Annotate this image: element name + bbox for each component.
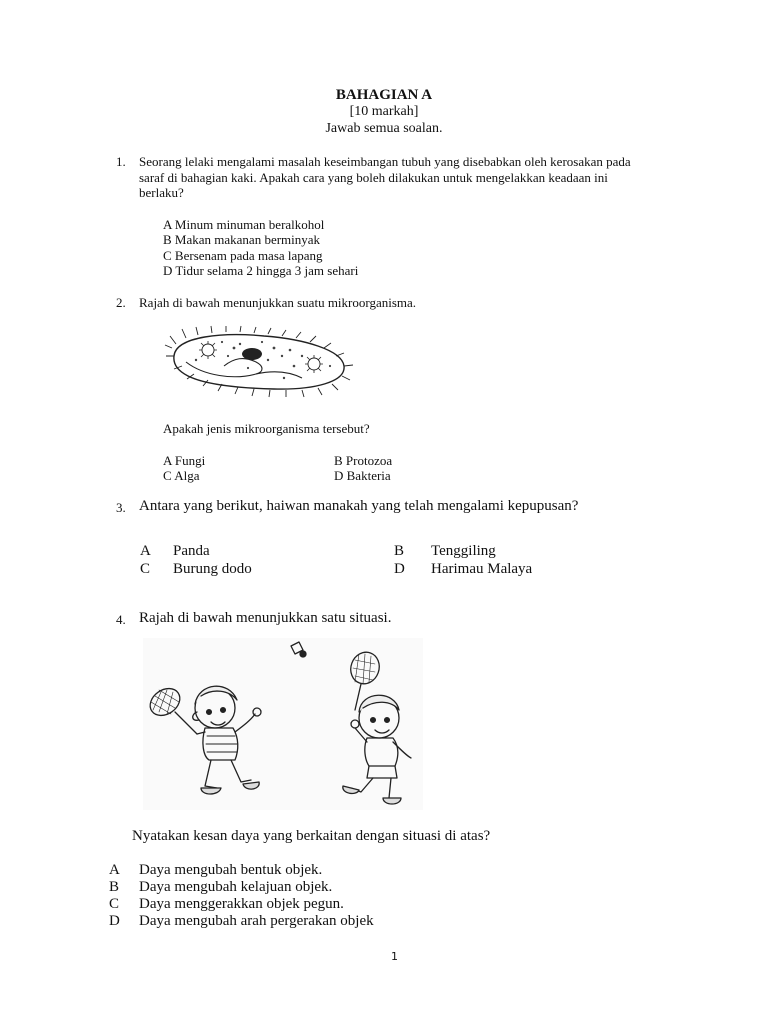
- option-a-letter: A: [109, 862, 120, 878]
- option-c: C Bersenam pada masa lapang: [163, 248, 323, 263]
- option-c-text: Daya menggerakkan objek pegun.: [139, 896, 344, 912]
- option-b-text: Tenggiling: [431, 543, 496, 559]
- option-a: A Minum minuman beralkohol: [163, 217, 325, 232]
- question-text-line: berlaku?: [139, 185, 184, 200]
- question-prompt: Apakah jenis mikroorganisma tersebut?: [163, 421, 370, 436]
- option-a-letter: A: [140, 543, 151, 559]
- option-c: C Alga: [163, 468, 200, 483]
- option-a-text: Daya mengubah bentuk objek.: [139, 862, 323, 878]
- option-d: D Tidur selama 2 hingga 3 jam sehari: [163, 263, 359, 278]
- option-a-text: Panda: [173, 543, 210, 559]
- question-text: Antara yang berikut, haiwan manakah yang telah mengalami kepupusan?: [139, 498, 579, 514]
- option-b-letter: B: [109, 879, 120, 895]
- question-text-line: saraf di bahagian kaki. Apakah cara yang boleh dilakukan untuk mengelakkan keadaan ini: [139, 170, 608, 185]
- option-d-letter: D: [109, 913, 120, 929]
- question-text: Rajah di bawah menunjukkan satu situasi.: [139, 610, 392, 626]
- option-c-text: Burung dodo: [173, 561, 252, 577]
- question-text-line: Seorang lelaki mengalami masalah keseimbangan tubuh yang disebabkan oleh kerosakan pada: [139, 154, 631, 169]
- children-playing-badminton-illustration: [143, 638, 423, 810]
- option-b: B Makan makanan berminyak: [163, 232, 321, 247]
- question-number: 4.: [116, 612, 126, 627]
- option-b: B Protozoa: [334, 453, 393, 468]
- question-number: 2.: [116, 295, 126, 310]
- option-d: D Bakteria: [334, 468, 391, 483]
- option-c-letter: C: [109, 896, 120, 912]
- question-prompt: Nyatakan kesan daya yang berkaitan dengan situasi di atas?: [132, 828, 491, 844]
- section-instruction: Jawab semua soalan.: [325, 121, 443, 136]
- question-text: Rajah di bawah menunjukkan suatu mikroorganisma.: [139, 295, 417, 310]
- section-title: BAHAGIAN A: [335, 87, 433, 103]
- paramecium-illustration: [164, 326, 360, 398]
- option-b-text: Daya mengubah kelajuan objek.: [139, 879, 333, 895]
- page-number: 1: [391, 950, 398, 963]
- option-d-letter: D: [394, 561, 405, 577]
- section-marks: [10 markah]: [349, 104, 419, 119]
- question-number: 1.: [116, 154, 126, 169]
- option-a: A Fungi: [163, 453, 206, 468]
- option-d-text: Daya mengubah arah pergerakan objek: [139, 913, 374, 929]
- option-c-letter: C: [140, 561, 151, 577]
- option-b-letter: B: [394, 543, 405, 559]
- option-d-text: Harimau Malaya: [431, 561, 533, 577]
- question-number: 3.: [116, 500, 126, 515]
